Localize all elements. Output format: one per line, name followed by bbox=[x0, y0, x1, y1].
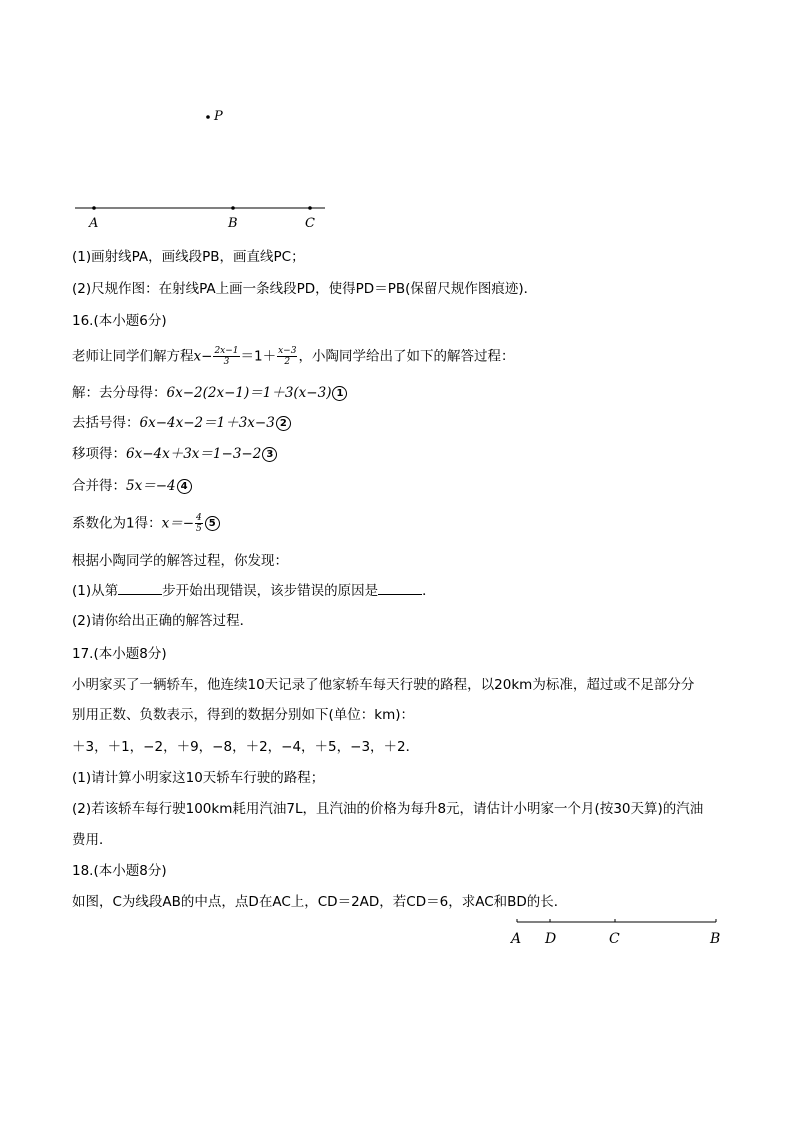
q16-step4-eq: 5x＝−4 bbox=[126, 478, 176, 494]
q15-part1: (1)画射线PA，画线段PB，画直线PC； bbox=[72, 249, 305, 265]
point-c-label: C bbox=[609, 931, 620, 947]
q16-fraction-3 bbox=[195, 513, 203, 534]
q16-step1-eq: 6x−2(2x−1)＝1＋3(x−3) bbox=[166, 385, 332, 401]
q17-text-line2: 别用正数、负数表示，得到的数据分别如下(单位：km)： bbox=[72, 707, 415, 723]
q16-fraction-2 bbox=[277, 346, 297, 367]
q15-part2: (2)尺规作图：在射线PA上画一条线段PD，使得PD＝PB(保留尺规作图痕迹)． bbox=[72, 281, 538, 297]
q16-step3-eq: 6x−4x＋3x＝1−3−2 bbox=[126, 446, 262, 462]
q16-part1-blank-1 bbox=[118, 582, 162, 595]
q16-part1-blank-2 bbox=[378, 582, 422, 595]
point-a-label: A bbox=[89, 216, 99, 231]
point-p-label: P bbox=[214, 109, 223, 124]
q16-intro-text-a: 老师让同学们解方程 bbox=[72, 348, 194, 365]
q16-fraction-1 bbox=[213, 346, 239, 367]
q17-part1: (1)请计算小明家这10天轿车行驶的路程； bbox=[72, 770, 325, 786]
q16-part1 bbox=[72, 582, 436, 600]
q16-found: 根据小陶同学的解答过程，你发现： bbox=[72, 553, 288, 569]
q17-header: 17.(本小题8分) bbox=[72, 646, 167, 662]
q16-step5-number: 5 bbox=[205, 516, 220, 531]
point-b-label: B bbox=[228, 216, 238, 231]
q18-header: 18.(本小题8分) bbox=[72, 863, 167, 879]
q16-fraction-1-den: 3 bbox=[223, 357, 230, 367]
q16-intro-minus: − bbox=[201, 348, 213, 365]
q16-step4 bbox=[72, 477, 192, 495]
point-c-label: C bbox=[305, 216, 315, 231]
q16-fraction-3-den: 5 bbox=[196, 524, 202, 534]
q16-step5-eq: x＝− bbox=[161, 515, 195, 532]
q16-step3-number: 3 bbox=[262, 447, 277, 462]
q17-text-line1: 小明家买了一辆轿车，他连续10天记录了他家轿车每天行驶的路程，以20km为标准，超过或不足部分分 bbox=[72, 677, 695, 693]
q16-intro bbox=[72, 346, 514, 367]
q16-step1 bbox=[72, 384, 347, 402]
q16-step2-eq: 6x−4x−2＝1＋3x−3 bbox=[139, 415, 275, 431]
q16-fraction-3-num: 4 bbox=[196, 513, 202, 523]
point-c-dot bbox=[308, 206, 312, 210]
q17-data: ＋3，＋1，−2，＋9，−8，＋2，−4，＋5，−3，＋2． bbox=[72, 739, 420, 755]
q18-text: 如图，C为线段AB的中点，点D在AC上，CD＝2AD，若CD＝6，求AC和BD的长． bbox=[72, 894, 568, 910]
q16-part1-text-b: 步开始出现错误，该步错误的原因是 bbox=[162, 583, 379, 599]
q16-step2-label: 去括号得： bbox=[72, 415, 140, 431]
q16-step2 bbox=[72, 414, 291, 432]
q17-part2-line2: 费用． bbox=[72, 832, 113, 848]
figure-line-adcb bbox=[0, 910, 794, 950]
figure-line-abc bbox=[0, 0, 794, 240]
q16-fraction-1-num: 2x−1 bbox=[214, 346, 239, 356]
q16-part2: (2)请你给出正确的解答过程． bbox=[72, 613, 254, 629]
q16-header: 16.(本小题6分) bbox=[72, 313, 167, 329]
q16-step3-label: 移项得： bbox=[72, 446, 126, 462]
q16-step3 bbox=[72, 445, 277, 463]
point-a-dot bbox=[92, 206, 96, 210]
q17-part2-line1: (2)若该轿车每行驶100km耗用汽油7L，且汽油的价格为每升8元，请估计小明家一个月(按30天算)的汽油 bbox=[72, 801, 704, 817]
q16-intro-x: x bbox=[193, 348, 202, 365]
point-p-dot bbox=[206, 115, 210, 119]
q16-part1-text-c: ． bbox=[422, 583, 436, 599]
q16-intro-eq: ＝1＋ bbox=[240, 348, 277, 365]
q16-step2-number: 2 bbox=[276, 416, 291, 431]
point-a-label: A bbox=[511, 931, 522, 947]
q16-fraction-2-den: 2 bbox=[284, 357, 291, 367]
q16-step5-label: 系数化为1得： bbox=[72, 515, 162, 532]
point-b-label: B bbox=[710, 931, 721, 947]
q16-step4-number: 4 bbox=[177, 479, 192, 494]
q16-part1-text-a: (1)从第 bbox=[72, 583, 119, 599]
q16-intro-text-b: ，小陶同学给出了如下的解答过程： bbox=[298, 348, 515, 365]
q16-step1-label: 解：去分母得： bbox=[72, 385, 167, 401]
point-b-dot bbox=[231, 206, 235, 210]
q16-fraction-2-num: x−3 bbox=[278, 346, 297, 356]
q16-step1-number: 1 bbox=[332, 386, 347, 401]
point-d-label: D bbox=[545, 931, 557, 947]
q16-step4-label: 合并得： bbox=[72, 478, 126, 494]
q16-step5 bbox=[72, 513, 220, 534]
